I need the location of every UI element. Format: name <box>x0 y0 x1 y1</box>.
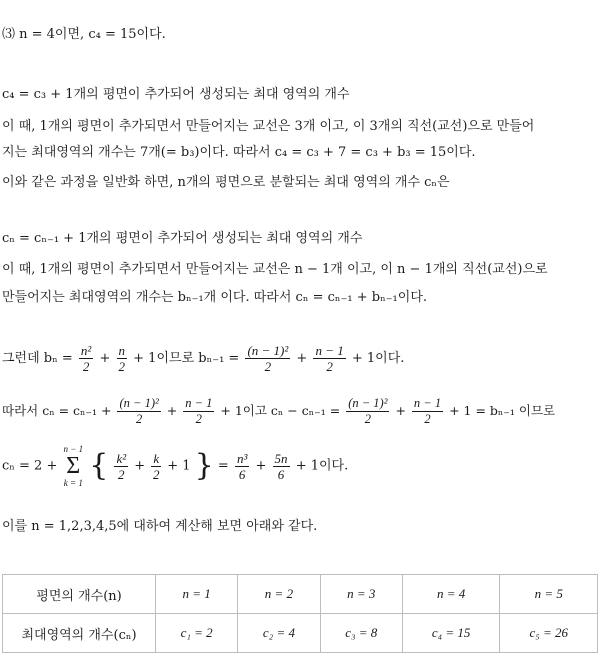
eq3-frac-1: $\frac{\text{k²}}{2}$ <box>116 450 127 482</box>
header-label-cell: 평면의 개수(n) <box>3 575 156 614</box>
table-header-row <box>3 575 598 614</box>
header-cell: n = 2 <box>238 575 320 614</box>
eq1-frac-4: $\frac{n - 1}{2}$ <box>315 343 344 374</box>
value-cell: c₄ = 15 <box>402 614 500 653</box>
eq2-post: + 1 = bₙ₋₁ 이므로 <box>449 403 556 418</box>
eq3-frac-3: $\frac{\text{n³}}{6}$ <box>236 450 248 482</box>
eq1-frac-2: $\frac{n}{2}$ <box>118 343 126 374</box>
cn-difference-equation: 따라서 cₙ = cₙ₋₁ + $\frac{\text{(n − 1)²}}{2}$ + $\frac{n - 1}{2}$ + 1이고 cₙ − cₙ₋₁ = $\frac{\text{(n − 1)²}}{2}$ + $\frac{n - 1}{2}$ + 1 = bₙ₋₁ 이므로 <box>2 396 556 426</box>
value-cell: c₅ = 26 <box>500 614 598 653</box>
cn-definition: cₙ = cₙ₋₁ + 1개의 평면이 추가되어 생성되는 최대 영역의 개수 <box>2 231 363 246</box>
c4-definition: c₄ = c₃ + 1개의 평면이 추가되어 생성되는 최대 영역의 개수 <box>2 87 350 102</box>
header-cell: n = 4 <box>402 575 500 614</box>
summation-symbol: n − 1 Σ k = 1 <box>63 444 84 488</box>
header-cell: n = 1 <box>156 575 238 614</box>
table-row <box>3 614 598 653</box>
eq3-pre: cₙ = 2 + <box>2 458 58 474</box>
eq1-mid: + 1이므로 bₙ₋₁ = <box>133 351 240 366</box>
eq1-frac-3: $\frac{\text{(n − 1)²}}{2}$ <box>247 343 289 374</box>
value-cell: c₃ = 8 <box>320 614 402 653</box>
eq3-post: + 1이다. <box>295 458 349 474</box>
value-cell: c₂ = 4 <box>238 614 320 653</box>
eq3-frac-2: $\frac{k}{2}$ <box>152 450 160 482</box>
generalization-line: 이와 같은 과정을 일반화 하면, n개의 평면으로 분할되는 최대 영역의 개수 cₙ은 <box>2 175 450 190</box>
eq2-frac-4: $\frac{n - 1}{2}$ <box>413 396 442 426</box>
eq2-pre: 따라서 cₙ = cₙ₋₁ + <box>2 403 112 418</box>
eq2-frac-1: $\frac{\text{(n − 1)²}}{2}$ <box>119 396 159 426</box>
eq2-mid: + 1이고 cₙ − cₙ₋₁ = <box>220 403 341 418</box>
eq3-frac-4: $\frac{5n}{6}$ <box>274 450 288 482</box>
brace-open: { <box>89 448 109 483</box>
paragraph-line-3: 이 때, 1개의 평면이 추가되면서 만들어지는 교선은 3개 이고, 이 3개의 직선(교선)으로 만들어 <box>2 119 535 134</box>
brace-close: } <box>194 448 214 483</box>
bn-equation: 그런데 bₙ = $\frac{\text{n²}}{2}$ + $\frac{n}{2}$ + 1이므로 bₙ₋₁ = $\frac{\text{(n − 1)²}}{2}$ + $\frac{n - 1}{2}$ + 1이다. <box>2 343 405 374</box>
cn-closed-form: cₙ = 2 + n − 1 Σ k = 1 { $\frac{\text{k²}}{2}$ + $\frac{k}{2}$ + 1 } = $\frac{\text{n³}}{6}$ + $\frac{5n}{6}$ + 1이다. <box>2 444 349 488</box>
paragraph-line-4: 지는 최대영역의 개수는 7개(= b₃)이다. 따라서 c₄ = c₃ + 7 = c₃ + b₃ = 15이다. <box>2 145 476 160</box>
eq1-frac-1: $\frac{\text{n²}}{2}$ <box>80 343 92 374</box>
row-label-cell: 최대영역의 개수(cₙ) <box>3 614 156 653</box>
value-cell: c₁ = 2 <box>156 614 238 653</box>
case-3-heading: ⑶ n = 4이면, c₄ = 15이다. <box>2 27 166 42</box>
paragraph-line-8: 만들어지는 최대영역의 개수는 bₙ₋₁개 이다. 따라서 cₙ = cₙ₋₁ + bₙ₋₁이다. <box>2 290 428 305</box>
header-cell: n = 5 <box>500 575 598 614</box>
eq1-pre: 그런데 bₙ = <box>2 351 73 366</box>
results-table <box>2 574 598 653</box>
header-cell: n = 3 <box>320 575 402 614</box>
calculation-intro: 이를 n = 1,2,3,4,5에 대하여 계산해 보면 아래와 같다. <box>2 519 318 534</box>
eq1-post: + 1이다. <box>351 351 405 366</box>
eq2-frac-2: $\frac{n - 1}{2}$ <box>185 396 213 426</box>
eq2-frac-3: $\frac{\text{(n − 1)²}}{2}$ <box>348 396 388 426</box>
paragraph-line-7: 이 때, 1개의 평면이 추가되면서 만들어지는 교선은 n − 1개 이고, 이 n − 1개의 직선(교선)으로 <box>2 262 548 277</box>
